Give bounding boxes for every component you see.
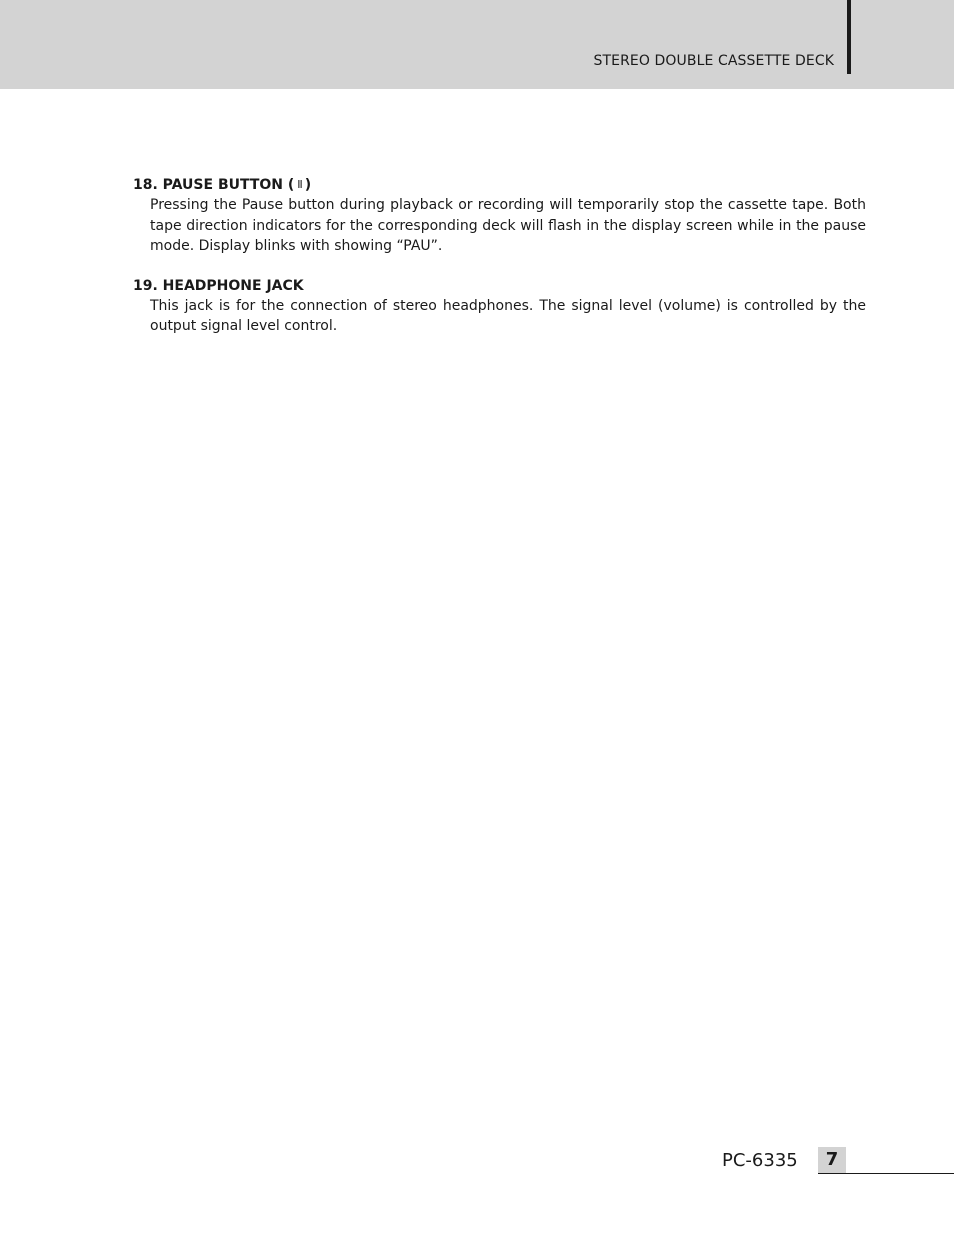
section-pause-button [133,175,866,257]
manual-content [133,175,866,356]
pause-icon: II [297,178,302,191]
footer-page-box [818,1147,846,1173]
footer-model-number: PC-6335 [722,1150,798,1171]
footer-rule [818,1173,954,1174]
heading-close: ) [304,177,312,193]
section-body: Pressing the Pause button during playback or recording will temporarily stop the cassette tape. Both tape direction indicators for the corresponding deck will flash in the display screen while in the pause mode. Display blinks with showing “PAU”. [150,197,866,254]
section-heading [133,175,866,195]
header-divider-bar [847,0,851,74]
section-heading: 19. HEADPHONE JACK [133,277,304,294]
header-band [0,0,954,89]
section-body: This jack is for the connection of stereo headphones. The signal level (volume) is controlled by the output signal level control. [150,297,866,334]
heading-text: 18. PAUSE BUTTON ( [133,177,295,193]
section-headphone-jack [133,276,866,337]
page-header-title: STEREO DOUBLE CASSETTE DECK [593,53,834,69]
page-number: 7 [825,1149,839,1170]
